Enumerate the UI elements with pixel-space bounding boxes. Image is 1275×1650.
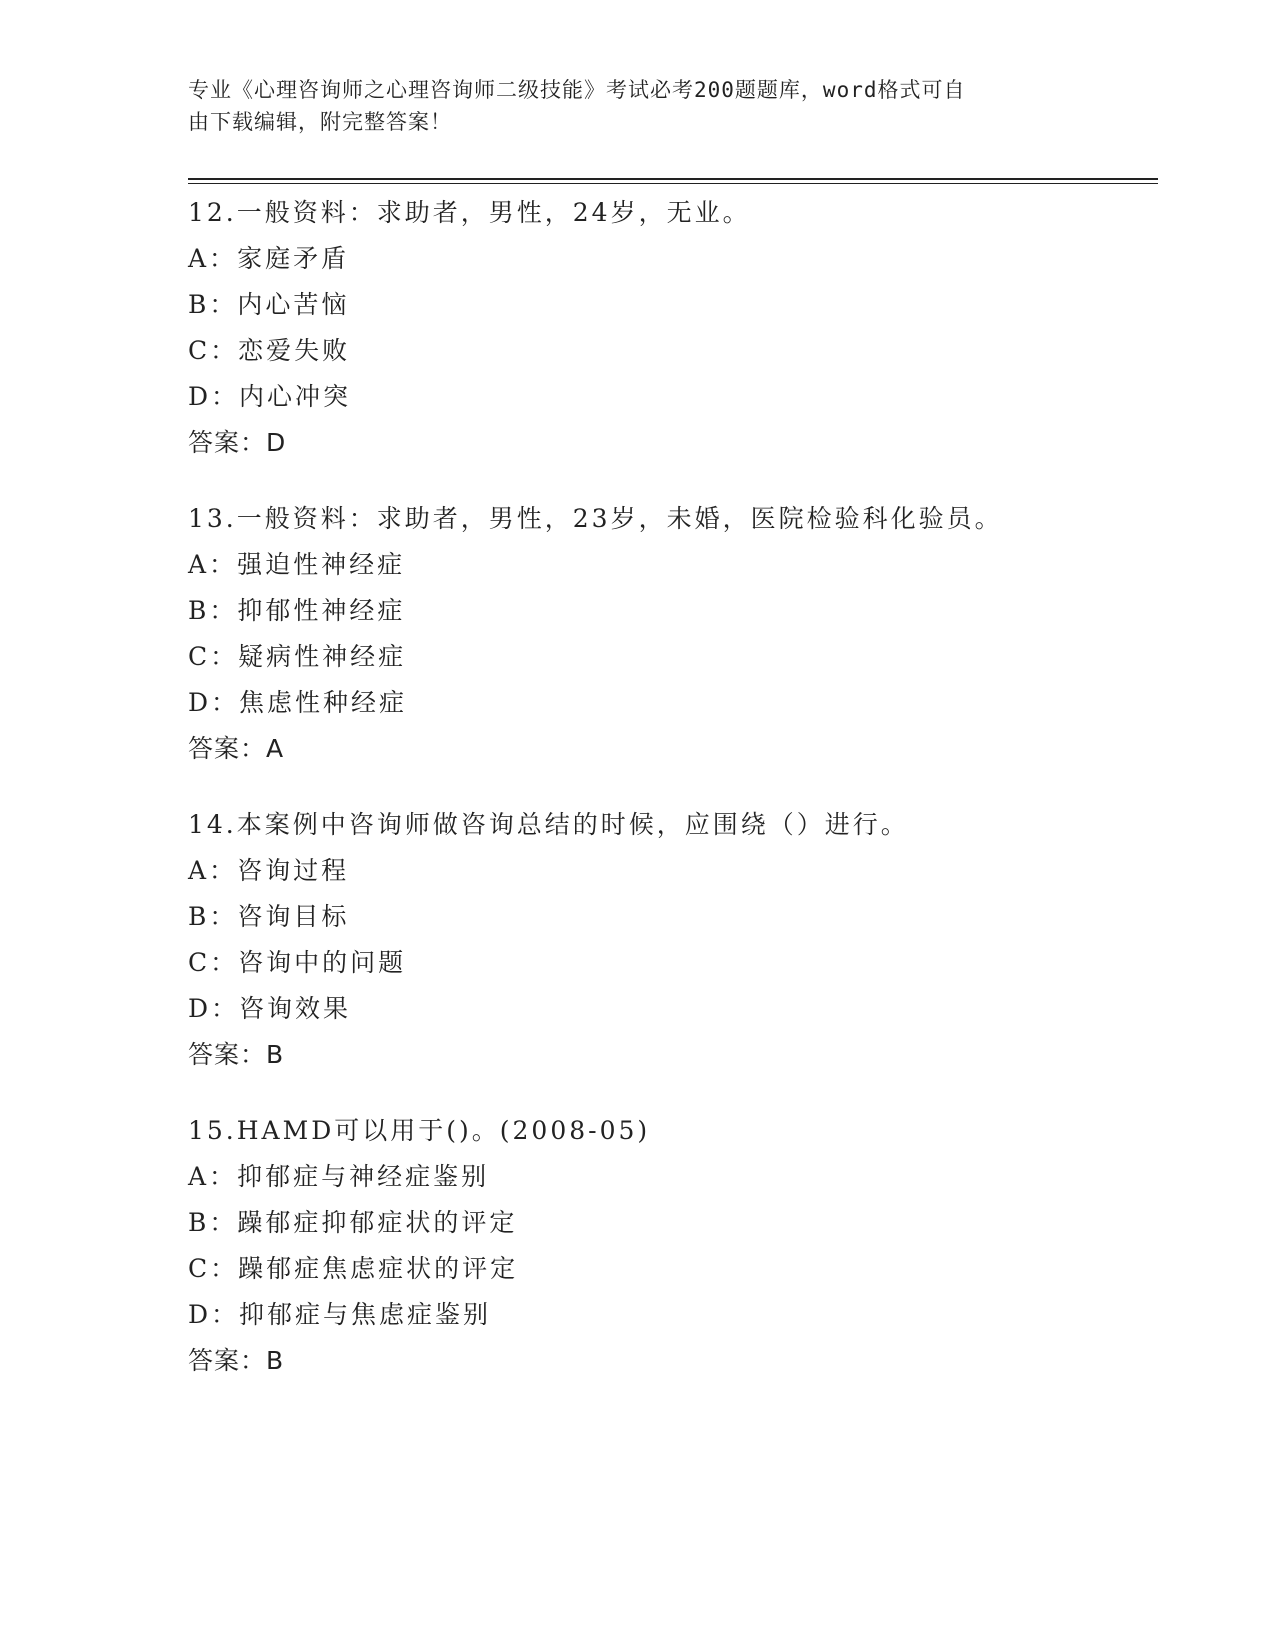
question-12 [188, 190, 1148, 466]
option-text: 内心苦恼 [237, 290, 350, 319]
option-c [188, 1246, 1148, 1292]
option-key: B： [188, 902, 238, 931]
option-key: B： [188, 596, 238, 625]
question-stem: 13.一般资料：求助者，男性，23岁，未婚，医院检验科化验员。 [188, 504, 1003, 533]
option-c [188, 634, 1148, 680]
option-d [188, 1292, 1148, 1338]
document-header [188, 74, 1068, 138]
question-list [188, 190, 1148, 1414]
option-key: C： [188, 336, 239, 365]
option-d [188, 680, 1148, 726]
option-key: D： [188, 688, 240, 717]
option-b [188, 282, 1148, 328]
header-line-2: 由下载编辑，附完整答案！ [188, 110, 452, 134]
option-text: 躁郁症抑郁症状的评定 [237, 1208, 518, 1237]
answer-line: 答案：D [188, 428, 287, 457]
option-key: A： [188, 244, 238, 273]
option-c [188, 940, 1148, 986]
option-text: 强迫性神经症 [237, 550, 406, 579]
option-key: C： [188, 948, 239, 977]
option-key: D： [188, 382, 240, 411]
option-text: 恋爱失败 [238, 336, 351, 365]
option-key: B： [188, 1208, 238, 1237]
option-key: A： [188, 856, 238, 885]
option-text: 抑郁症与神经症鉴别 [237, 1162, 490, 1191]
option-text: 躁郁症焦虑症状的评定 [238, 1254, 519, 1283]
option-text: 咨询目标 [237, 902, 350, 931]
option-text: 抑郁症与焦虑症鉴别 [239, 1300, 492, 1329]
option-key: A： [188, 550, 238, 579]
option-b [188, 894, 1148, 940]
option-a [188, 236, 1148, 282]
option-b [188, 1200, 1148, 1246]
option-a [188, 848, 1148, 894]
answer-line: 答案：B [188, 1040, 285, 1069]
answer-line: 答案：B [188, 1346, 285, 1375]
option-key: B： [188, 290, 238, 319]
option-key: D： [188, 994, 240, 1023]
header-divider-bottom [188, 183, 1158, 184]
option-key: C： [188, 642, 239, 671]
question-stem: 14.本案例中咨询师做咨询总结的时候，应围绕（）进行。 [188, 810, 909, 839]
option-a [188, 542, 1148, 588]
option-key: A： [188, 1162, 238, 1191]
question-15 [188, 1108, 1148, 1384]
option-text: 咨询效果 [239, 994, 352, 1023]
question-14 [188, 802, 1148, 1078]
option-text: 疑病性神经症 [238, 642, 407, 671]
question-stem: 12.一般资料：求助者，男性，24岁，无业。 [188, 198, 751, 227]
option-d [188, 986, 1148, 1032]
option-b [188, 588, 1148, 634]
option-a [188, 1154, 1148, 1200]
option-text: 焦虑性种经症 [239, 688, 408, 717]
question-13 [188, 496, 1148, 772]
answer-line: 答案：A [188, 734, 285, 763]
header-line-1: 专业《心理咨询师之心理咨询师二级技能》考试必考200题题库，word格式可自 [188, 78, 966, 102]
option-text: 家庭矛盾 [237, 244, 350, 273]
option-c [188, 328, 1148, 374]
option-text: 抑郁性神经症 [237, 596, 406, 625]
option-d [188, 374, 1148, 420]
option-text: 咨询中的问题 [238, 948, 407, 977]
option-key: C： [188, 1254, 239, 1283]
option-key: D： [188, 1300, 240, 1329]
option-text: 咨询过程 [237, 856, 350, 885]
option-text: 内心冲突 [239, 382, 352, 411]
header-divider-top [188, 178, 1158, 180]
question-stem: 15.HAMD可以用于()。(2008-05) [188, 1116, 651, 1145]
